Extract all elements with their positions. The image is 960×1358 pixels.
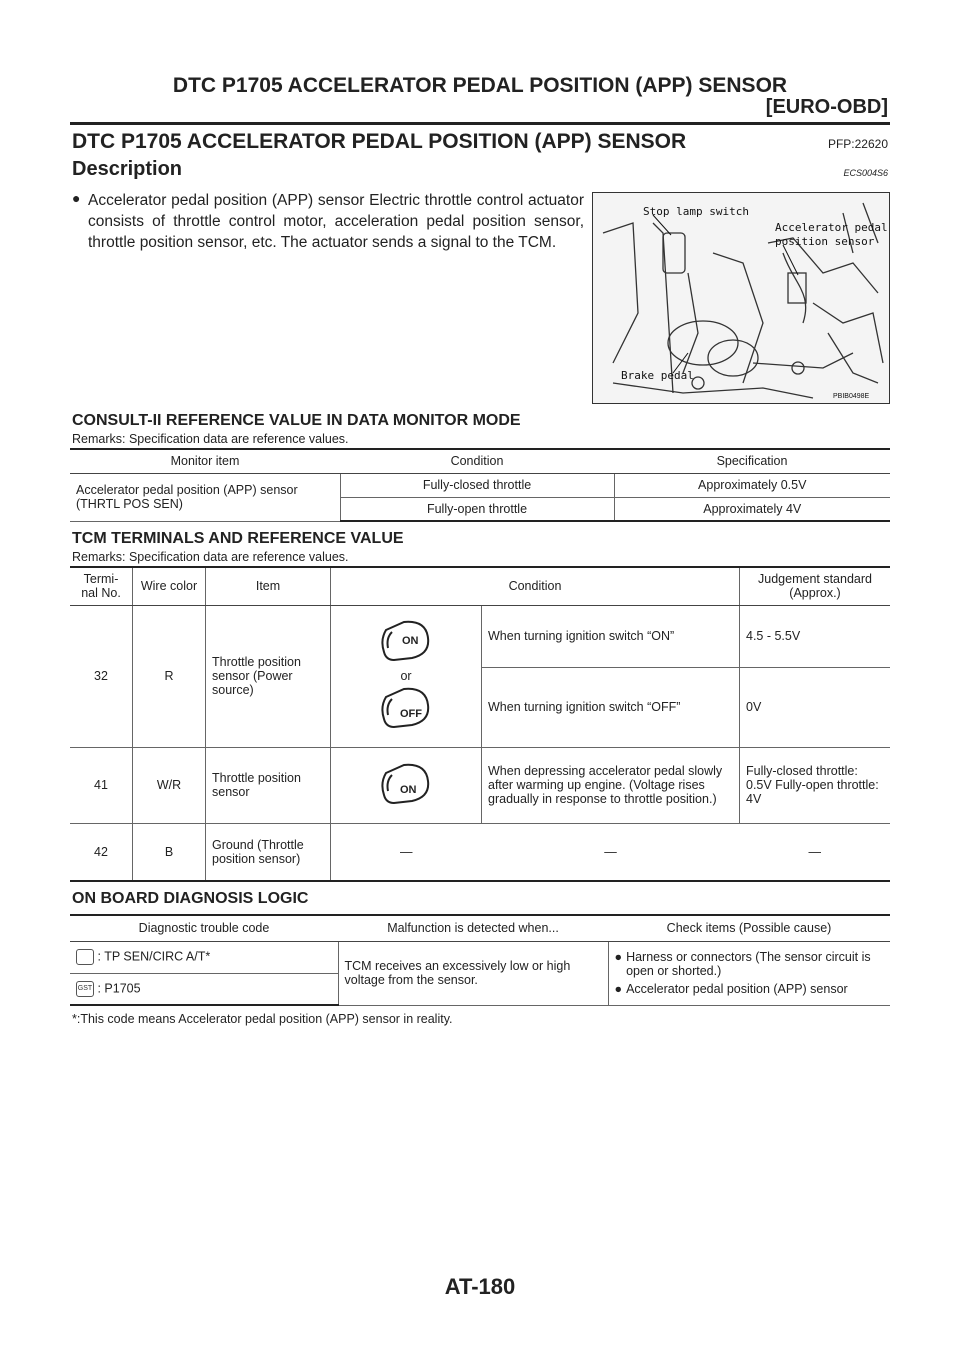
consult-spec-closed: Approximately 0.5V: [614, 473, 890, 497]
obd-check-item: [615, 982, 885, 996]
tcm-wire-32: R: [133, 605, 206, 747]
obd-check-1: Harness or connectors (The sensor circuit is open or shorted.): [626, 950, 871, 978]
obd-table: [70, 914, 890, 1006]
tcm-header-condition: Condition: [331, 567, 740, 605]
tcm-table: [70, 566, 890, 882]
ignition-key-cell-41: [331, 747, 482, 823]
label-stop-lamp-switch: Stop lamp switch: [643, 205, 749, 218]
description-text: Accelerator pedal position (APP) sensor Electric throttle control actuator consists of throttle control motor, acceleration pedal position sensor, throttle position sensor, etc. The actuator sends a signal to the TCM.: [88, 192, 584, 251]
obd-heading: ON BOARD DIAGNOSIS LOGIC: [72, 890, 309, 907]
obd-check-cell: [608, 941, 890, 1005]
bullet-icon: ●: [72, 190, 81, 206]
obd-code-gst: : P1705: [97, 981, 141, 996]
tcm-heading: TCM TERMINALS AND REFERENCE VALUE: [72, 530, 404, 547]
tcm-item-42: Ground (Throttle position sensor): [206, 823, 331, 881]
consult-header-condition: Condition: [340, 449, 614, 473]
obd-code-consult-cell: [70, 941, 338, 973]
figure-code: PBIB0498E: [833, 393, 870, 400]
tcm-standard-41: Fully-closed throttle: 0.5V Fully-open throttle: 4V: [740, 747, 891, 823]
tcm-header-judgement: Judgement standard (Approx.): [740, 567, 891, 605]
tcm-terminal-41: 41: [70, 747, 133, 823]
obd-footnote: *:This code means Accelerator pedal position (APP) sensor in reality.: [72, 1012, 453, 1026]
label-app-sensor-line1: Accelerator pedal: [775, 221, 888, 234]
ecs-code: ECS004S6: [843, 168, 888, 178]
tcm-key-42: —: [331, 823, 482, 881]
section-title: DTC P1705 ACCELERATOR PEDAL POSITION (APP) SENSOR: [72, 130, 687, 153]
label-brake-pedal: Brake pedal: [621, 369, 694, 382]
pfp-code: PFP:22620: [827, 137, 888, 151]
running-header-subtitle: [EURO-OBD]: [765, 96, 888, 118]
bullet-icon: ●: [614, 982, 623, 996]
tcm-terminal-32: 32: [70, 605, 133, 747]
tcm-condition-32-on: When turning ignition switch “ON”: [482, 605, 740, 667]
obd-header-malfunction: Malfunction is detected when...: [338, 915, 608, 941]
obd-code-gst-cell: [70, 973, 338, 1005]
obd-check-item: [615, 950, 885, 978]
tcm-item-41: Throttle position sensor: [206, 747, 331, 823]
consult-icon: [76, 949, 94, 965]
ignition-key-cell: [331, 605, 482, 747]
tcm-header-terminal: Termi- nal No.: [70, 567, 133, 605]
gst-icon: GST: [76, 981, 94, 997]
consult-table: [70, 448, 890, 522]
key-on-label: ON: [400, 783, 417, 796]
obd-header-check: Check items (Possible cause): [608, 915, 890, 941]
consult-condition-closed: Fully-closed throttle: [340, 473, 614, 497]
header-rule: [70, 122, 890, 125]
running-header-title: DTC P1705 ACCELERATOR PEDAL POSITION (APP) SENSOR: [172, 74, 788, 97]
tcm-header-wire: Wire color: [133, 567, 206, 605]
bullet-icon: ●: [614, 950, 623, 964]
ignition-key-off-icon: [378, 685, 434, 731]
ignition-key-on-icon: [378, 761, 434, 807]
consult-header-spec: Specification: [614, 449, 890, 473]
tcm-header-item: Item: [206, 567, 331, 605]
consult-condition-open: Fully-open throttle: [340, 497, 614, 521]
tcm-item-32: Throttle position sensor (Power source): [206, 605, 331, 747]
key-on-label: ON: [402, 635, 419, 647]
tcm-condition-42: —: [482, 823, 740, 881]
label-app-sensor-line2: position sensor: [775, 235, 875, 248]
tcm-standard-32-on: 4.5 - 5.5V: [740, 605, 891, 667]
tcm-condition-41: When depressing accelerator pedal slowly after warming up engine. (Voltage rises gradually in response to throttle position.): [482, 747, 740, 823]
tcm-wire-42: B: [133, 823, 206, 881]
consult-header-monitor: Monitor item: [70, 449, 340, 473]
obd-code-consult: : TP SEN/CIRC A/T*: [97, 949, 211, 964]
tcm-condition-32-off: When turning ignition switch “OFF”: [482, 667, 740, 747]
pedal-figure: [592, 192, 890, 404]
or-text: or: [400, 669, 412, 683]
consult-heading: CONSULT-II REFERENCE VALUE IN DATA MONITOR MODE: [72, 412, 521, 429]
consult-remarks: Remarks: Specification data are reference values.: [72, 432, 349, 446]
page-number: AT-180: [444, 1274, 516, 1299]
tcm-standard-42: —: [740, 823, 891, 881]
obd-malfunction: TCM receives an excessively low or high voltage from the sensor.: [338, 941, 608, 1005]
consult-monitor-item: Accelerator pedal position (APP) sensor (THRTL POS SEN): [70, 473, 340, 521]
tcm-remarks: Remarks: Specification data are reference values.: [72, 550, 349, 564]
key-off-label: OFF: [400, 708, 422, 720]
description-heading: Description: [72, 158, 183, 180]
tcm-standard-32-off: 0V: [740, 667, 891, 747]
ignition-key-on-icon: [378, 618, 434, 664]
consult-spec-open: Approximately 4V: [614, 497, 890, 521]
tcm-terminal-42: 42: [70, 823, 133, 881]
obd-header-dtc: Diagnostic trouble code: [70, 915, 338, 941]
pedal-illustration: [593, 193, 889, 403]
tcm-wire-41: W/R: [133, 747, 206, 823]
obd-check-2: Accelerator pedal position (APP) sensor: [626, 982, 848, 996]
